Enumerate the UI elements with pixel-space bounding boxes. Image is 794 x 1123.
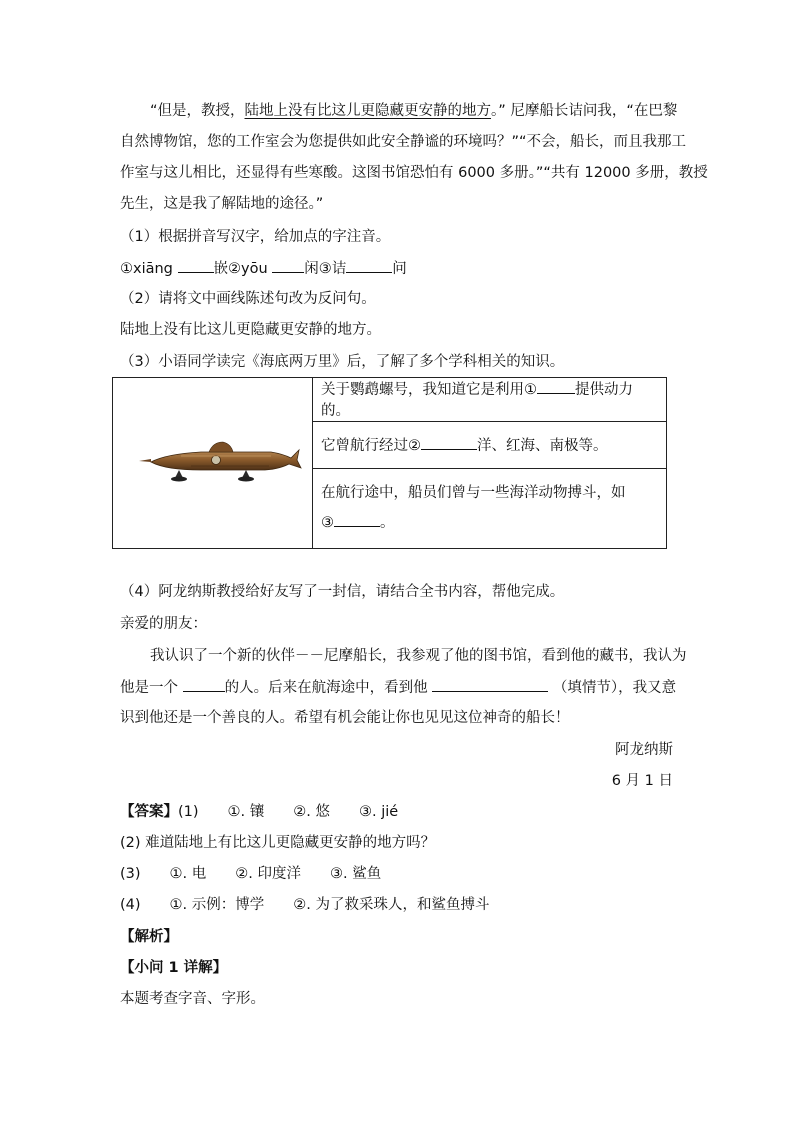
- passage-quote-start: “但是，教授，: [150, 103, 245, 119]
- q1-pinyin-1: ①xiāng: [120, 261, 173, 277]
- q3-row-3-label: ③: [321, 515, 334, 532]
- q1-blank-2[interactable]: [272, 258, 304, 273]
- letter-body-2c: （填情节），我又意: [552, 680, 677, 696]
- answer-3: (3) ①. 电 ②. 印度洋 ③. 鲨鱼: [120, 866, 382, 882]
- q3-table: [112, 377, 667, 549]
- passage-line-4: 先生，这是我了解陆地的途径。”: [120, 196, 324, 212]
- q1-char-3-end: 问: [392, 261, 407, 277]
- q3-title: （3）小语同学读完《海底两万里》后，了解了多个学科相关的知识。: [120, 354, 565, 370]
- stand-left-base: [171, 477, 187, 482]
- letter-body-3: 识到他还是一个善良的人。希望有机会能让你也见见这位神奇的船长！: [120, 710, 570, 726]
- analysis-text: 本题考查字音、字形。: [120, 991, 265, 1007]
- q3-row-3-end: 。: [380, 515, 395, 532]
- letter-body-1: 我认识了一个新的伙伴－－尼摩船长，我参观了他的图书馆，看到他的藏书，我认为: [150, 648, 687, 664]
- letter-body-2: [120, 677, 676, 698]
- letter-body-2a: 他是一个: [120, 680, 178, 696]
- letter-body-2b: 的人。后来在航海途中，看到他: [224, 680, 428, 696]
- submarine-image-cell: [113, 378, 313, 549]
- submarine-hull: [151, 450, 301, 470]
- q4-blank-1[interactable]: [183, 677, 225, 692]
- submarine-ram: [139, 459, 151, 462]
- submarine-tower: [209, 442, 233, 452]
- letter-greeting: 亲爱的朋友：: [120, 616, 207, 632]
- q1-blanks: [120, 258, 407, 279]
- q3-row-1-text: 关于鹦鹉螺号，我知道它是利用①: [321, 382, 537, 399]
- q1-blank-1[interactable]: [178, 258, 214, 273]
- stand-right-base: [238, 477, 254, 482]
- q1-blank-3[interactable]: [346, 258, 392, 273]
- passage-line-2: 自然博物馆，您的工作室会为您提供如此安全静谧的环境吗？”“不会，船长，而且我那工: [120, 134, 687, 150]
- q2-title: （2）请将文中画线陈述句改为反问句。: [120, 291, 376, 307]
- q3-blank-2[interactable]: [421, 435, 477, 450]
- q4-title: （4）阿龙纳斯教授给好友写了一封信，请结合全书内容，帮他完成。: [120, 584, 565, 600]
- q3-row-2-text: 它曾航行经过②: [321, 438, 421, 455]
- submarine-porthole: [212, 456, 221, 465]
- letter-date: 6 月 1 日: [611, 773, 673, 789]
- q3-row-3-text: 在航行途中，船员们曾与一些海洋动物搏斗，如: [321, 485, 626, 502]
- q1-pinyin-2: 嵌②yōu: [213, 261, 268, 277]
- q3-row-3-line-2: [321, 508, 658, 538]
- underlined-sentence: 陆地上没有比这儿更隐藏更安静的地方: [244, 103, 492, 119]
- passage-line-3: 作室与这儿相比，还显得有些寒酸。这图书馆恐怕有 6000 多册。”“共有 12000 多册，教授: [120, 165, 708, 181]
- answer-line-1: [120, 802, 398, 822]
- q3-blank-3[interactable]: [334, 512, 380, 527]
- answer-1: (1) ①. 镶 ②. 悠 ③. jié: [178, 804, 399, 820]
- q3-row-1: [313, 378, 667, 422]
- q1-char-3: 闲③诘: [304, 261, 347, 277]
- letter-signature: 阿龙纳斯: [615, 742, 673, 758]
- q2-sentence: 陆地上没有比这儿更隐藏更安静的地方。: [120, 322, 381, 338]
- q3-row-3: [313, 468, 667, 548]
- answer-2: (2) 难道陆地上有比这儿更隐藏更安静的地方吗？: [120, 835, 436, 851]
- passage-line-1: [150, 101, 677, 121]
- answer-label: 【答案】: [120, 804, 178, 820]
- nautilus-submarine-image: [121, 378, 304, 544]
- q3-row-2: [313, 421, 667, 468]
- q3-row-1-end: 提供动力的。: [321, 382, 633, 420]
- q3-blank-1[interactable]: [537, 379, 575, 394]
- analysis-label: 【解析】: [120, 929, 178, 945]
- passage-quote-end: 。” 尼摩船长诘问我，“在巴黎: [491, 103, 678, 119]
- q4-blank-2[interactable]: [432, 677, 548, 692]
- q3-row-2-end: 洋、红海、南极等。: [477, 438, 608, 455]
- analysis-subheading: 【小问 1 详解】: [120, 960, 228, 976]
- answer-4: (4) ①. 示例：博学 ②. 为了救采珠人，和鲨鱼搏斗: [120, 897, 490, 913]
- q1-title: （1）根据拼音写汉字，给加点的字注音。: [120, 229, 391, 245]
